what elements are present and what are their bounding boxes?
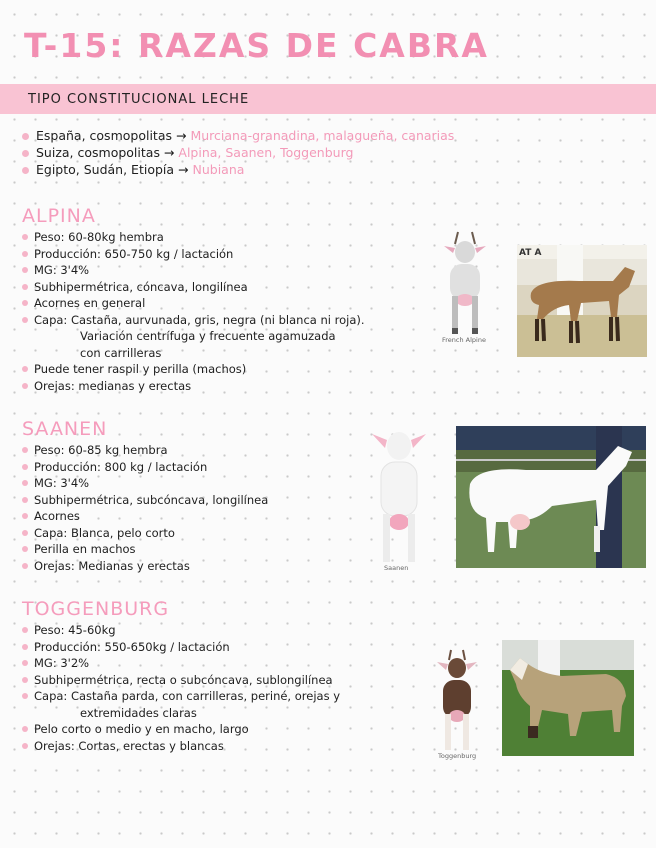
section-banner bbox=[0, 84, 656, 114]
saanen-facts bbox=[22, 442, 268, 574]
origin-region: Suiza, cosmopolitas → bbox=[36, 145, 175, 160]
fact-item: Producción: 550-650kg / lactación bbox=[22, 639, 340, 656]
fact-item: Orejas: Medianas y erectas bbox=[22, 558, 268, 575]
fact-item: Capa: Castaña, aurvunada, gris, negra (ni blanca ni roja). bbox=[22, 312, 365, 329]
alpina-section bbox=[22, 205, 365, 394]
illustration-caption: French Alpine bbox=[442, 336, 486, 344]
origin-item bbox=[22, 162, 454, 179]
fact-item: Producción: 800 kg / lactación bbox=[22, 459, 268, 476]
saanen-goat-photo bbox=[456, 426, 646, 568]
alpine-goat-photo bbox=[517, 245, 647, 357]
illustration-caption: Toggenburg bbox=[438, 752, 477, 760]
saanen-section bbox=[22, 418, 268, 574]
fact-item: Orejas: medianas y erectas bbox=[22, 378, 365, 395]
fact-item: Subhipermétrica, cóncava, longilínea bbox=[22, 279, 365, 296]
toggenburg-section bbox=[22, 598, 340, 754]
fact-item: Acornes en general bbox=[22, 295, 365, 312]
illustration-caption: Saanen bbox=[384, 564, 409, 572]
fact-item: Peso: 60-85 kg hembra bbox=[22, 442, 268, 459]
toggenburg-goat-illustration bbox=[434, 648, 480, 764]
fact-item: Peso: 45-60kg bbox=[22, 622, 340, 639]
fact-item: MG: 3'4% bbox=[22, 262, 365, 279]
fact-item: MG: 3'4% bbox=[22, 475, 268, 492]
origin-region: Egipto, Sudán, Etiopía → bbox=[36, 162, 189, 177]
fact-item: Capa: Castaña parda, con carrilleras, periné, orejas y bbox=[22, 688, 340, 705]
fact-item: Puede tener raspil y perilla (machos) bbox=[22, 361, 365, 378]
fact-item: Peso: 60-80kg hembra bbox=[22, 229, 365, 246]
banner-label: TIPO CONSTITUCIONAL LECHE bbox=[28, 92, 250, 107]
fact-item: Producción: 650-750 kg / lactación bbox=[22, 246, 365, 263]
origin-region: España, cosmopolitas → bbox=[36, 128, 187, 143]
origin-breeds: Alpina, Saanen, Toggenburg bbox=[178, 145, 354, 160]
alpina-facts bbox=[22, 229, 365, 394]
goat-photo-icon bbox=[456, 426, 646, 568]
fact-continuation: con carrilleras bbox=[80, 345, 162, 360]
alpina-heading: ALPINA bbox=[22, 205, 96, 227]
goat-drawing-icon bbox=[434, 648, 480, 764]
page-title: T-15: RAZAS DE CABRA bbox=[24, 26, 489, 65]
photo-sign: AT A bbox=[519, 248, 542, 258]
toggenburg-goat-photo bbox=[502, 640, 634, 756]
fact-item: Perilla en machos bbox=[22, 541, 268, 558]
goat-drawing-icon bbox=[368, 422, 430, 578]
origin-breeds: Murciana-granadina, malagueña, canarias bbox=[190, 128, 455, 143]
fact-item: MG: 3'2% bbox=[22, 655, 340, 672]
toggenburg-heading: TOGGENBURG bbox=[22, 598, 170, 620]
origin-item bbox=[22, 145, 454, 162]
fact-continuation: Variación centrífuga y frecuente agamuzada bbox=[80, 329, 336, 343]
origin-list bbox=[22, 128, 454, 179]
origin-item bbox=[22, 128, 454, 145]
fact-item: Orejas: Cortas, erectas y blancas bbox=[22, 738, 340, 755]
fact-item: Pelo corto o medio y en macho, largo bbox=[22, 721, 340, 738]
fact-item: Capa: Blanca, pelo corto bbox=[22, 525, 268, 542]
origin-breeds: Nubiana bbox=[192, 162, 245, 177]
alpine-goat-illustration bbox=[438, 228, 494, 348]
goat-photo-icon bbox=[502, 640, 634, 756]
toggenburg-facts bbox=[22, 622, 340, 754]
saanen-heading: SAANEN bbox=[22, 418, 108, 440]
goat-photo-icon bbox=[517, 245, 647, 357]
goat-drawing-icon bbox=[438, 228, 494, 348]
fact-continuation: extremidades claras bbox=[80, 705, 197, 720]
fact-item: Subhipermétrica, recta o subcóncava, sublongilínea bbox=[22, 672, 340, 689]
saanen-goat-illustration bbox=[368, 422, 430, 578]
fact-item: Acornes bbox=[22, 508, 268, 525]
fact-item: Subhipermétrica, subcóncava, longilínea bbox=[22, 492, 268, 509]
